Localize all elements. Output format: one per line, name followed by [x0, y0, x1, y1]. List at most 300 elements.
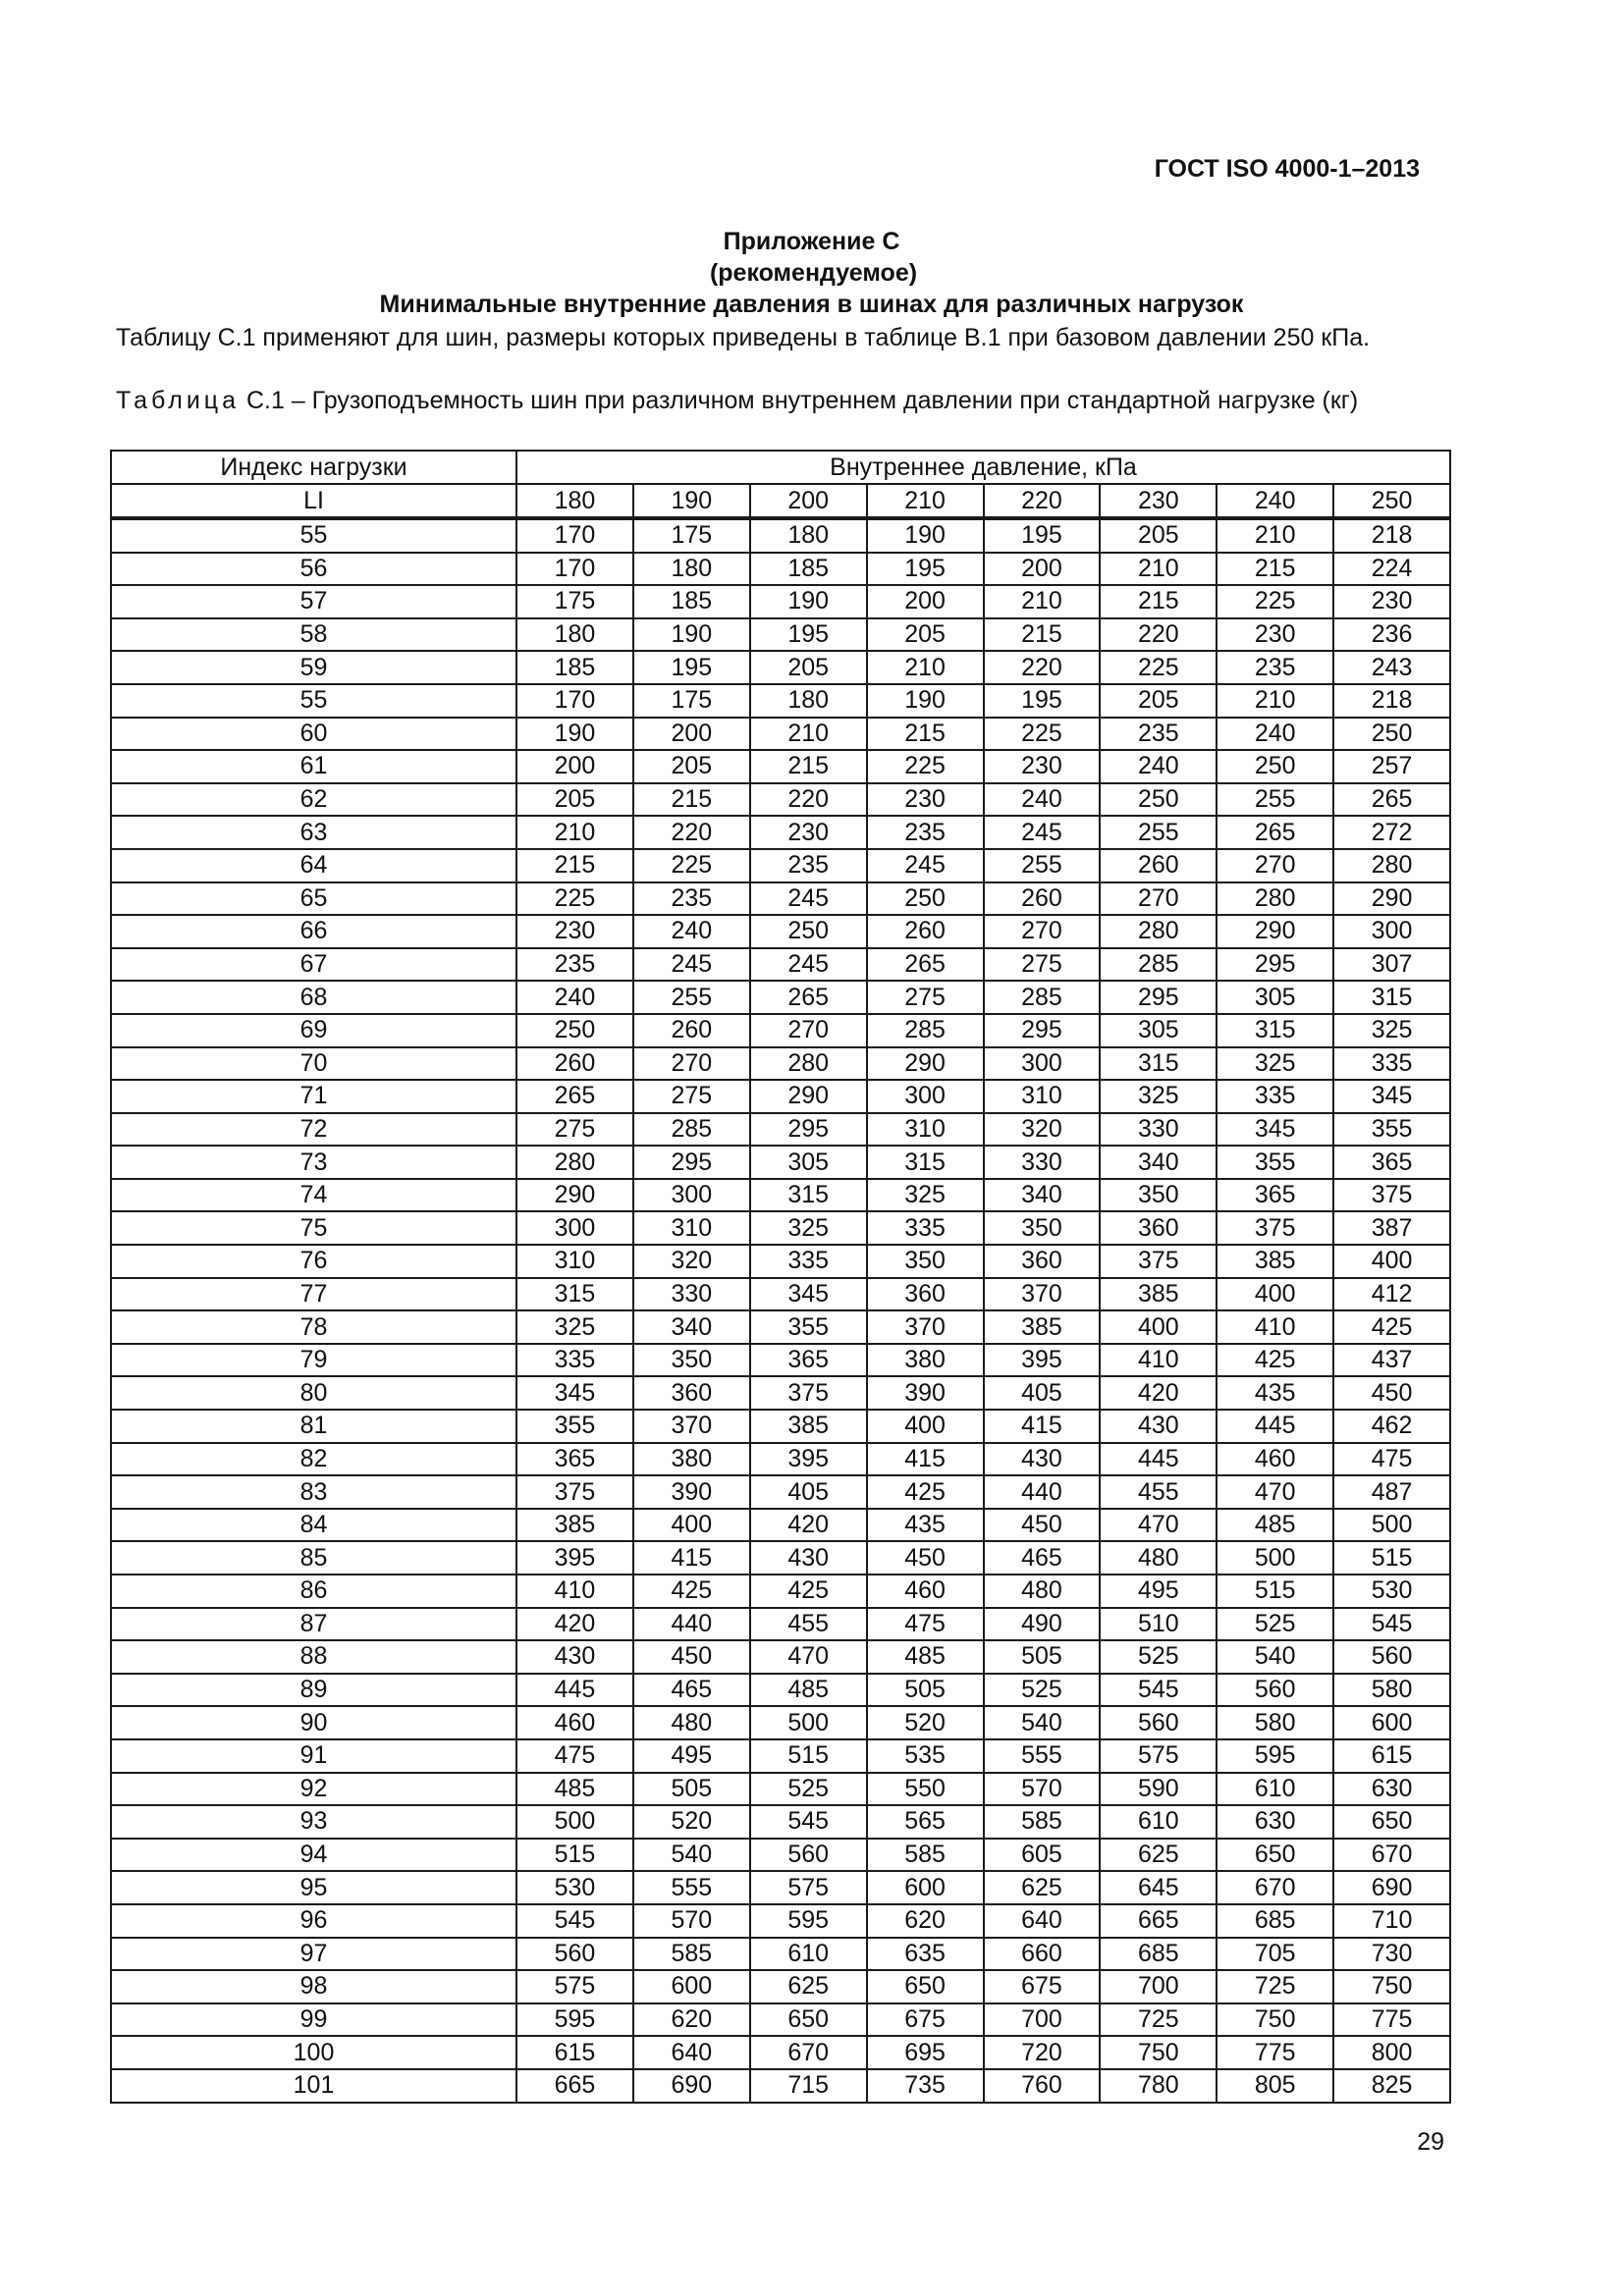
capacity-cell: 335 — [1217, 1080, 1333, 1113]
capacity-cell: 300 — [633, 1179, 750, 1212]
capacity-cell: 270 — [984, 915, 1101, 948]
table-row — [111, 1146, 1450, 1179]
table-row — [111, 1871, 1450, 1904]
load-index-cell: 63 — [111, 816, 516, 849]
load-index-cell: 95 — [111, 1871, 516, 1904]
capacity-cell: 665 — [1100, 1904, 1217, 1938]
table-row — [111, 684, 1450, 718]
capacity-cell: 350 — [867, 1245, 984, 1278]
capacity-cell: 525 — [1100, 1640, 1217, 1674]
table-row — [111, 1706, 1450, 1739]
capacity-cell: 220 — [984, 651, 1101, 684]
capacity-cell: 290 — [1217, 915, 1333, 948]
capacity-cell: 185 — [750, 553, 867, 586]
capacity-cell: 205 — [1100, 684, 1217, 718]
capacity-cell: 530 — [1333, 1575, 1450, 1608]
capacity-cell: 285 — [867, 1014, 984, 1047]
capacity-cell: 500 — [1333, 1509, 1450, 1542]
capacity-cell: 345 — [750, 1278, 867, 1311]
capacity-cell: 625 — [984, 1871, 1101, 1904]
capacity-cell: 315 — [750, 1179, 867, 1212]
capacity-cell: 270 — [1100, 882, 1217, 916]
capacity-cell: 375 — [1333, 1179, 1450, 1212]
capacity-cell: 335 — [516, 1344, 633, 1377]
capacity-cell: 295 — [1100, 981, 1217, 1014]
capacity-cell: 240 — [984, 783, 1101, 817]
capacity-cell: 295 — [984, 1014, 1101, 1047]
capacity-cell: 235 — [1217, 651, 1333, 684]
capacity-cell: 225 — [516, 882, 633, 916]
capacity-cell: 240 — [1100, 750, 1217, 783]
capacity-cell: 275 — [984, 948, 1101, 982]
capacity-cell: 600 — [867, 1871, 984, 1904]
document-id: ГОСТ ISO 4000-1–2013 — [1154, 155, 1420, 183]
table-row — [111, 1278, 1450, 1311]
capacity-cell: 520 — [633, 1805, 750, 1839]
capacity-cell: 525 — [750, 1773, 867, 1806]
capacity-cell: 640 — [984, 1904, 1101, 1938]
table-row — [111, 915, 1450, 948]
capacity-cell: 385 — [1100, 1278, 1217, 1311]
capacity-cell: 245 — [750, 882, 867, 916]
capacity-cell: 540 — [633, 1839, 750, 1872]
table-header-row — [111, 451, 1450, 484]
capacity-cell: 445 — [516, 1674, 633, 1707]
load-index-cell: 98 — [111, 1970, 516, 2003]
capacity-cell: 290 — [867, 1047, 984, 1081]
capacity-cell: 435 — [867, 1509, 984, 1542]
pressure-header: 220 — [984, 484, 1101, 518]
capacity-cell: 345 — [516, 1376, 633, 1410]
capacity-cell: 275 — [516, 1113, 633, 1147]
capacity-cell: 305 — [1217, 981, 1333, 1014]
capacity-cell: 195 — [867, 553, 984, 586]
capacity-cell: 265 — [750, 981, 867, 1014]
capacity-cell: 185 — [516, 651, 633, 684]
table-subheader-row — [111, 484, 1450, 518]
capacity-cell: 620 — [633, 2003, 750, 2037]
capacity-cell: 330 — [1100, 1113, 1217, 1147]
capacity-cell: 595 — [750, 1904, 867, 1938]
capacity-cell: 525 — [984, 1674, 1101, 1707]
capacity-cell: 218 — [1333, 684, 1450, 718]
capacity-cell: 610 — [1100, 1805, 1217, 1839]
capacity-cell: 385 — [1217, 1245, 1333, 1278]
page-number: 29 — [1417, 2128, 1444, 2156]
capacity-cell: 625 — [1100, 1839, 1217, 1872]
capacity-cell: 250 — [750, 915, 867, 948]
capacity-cell: 620 — [867, 1904, 984, 1938]
capacity-cell: 600 — [1333, 1706, 1450, 1739]
load-index-cell: 76 — [111, 1245, 516, 1278]
capacity-cell: 215 — [633, 783, 750, 817]
capacity-cell: 285 — [633, 1113, 750, 1147]
load-index-cell: 94 — [111, 1839, 516, 1872]
capacity-cell: 395 — [516, 1541, 633, 1575]
capacity-cell: 390 — [867, 1376, 984, 1410]
capacity-cell: 455 — [1100, 1475, 1217, 1509]
table-row — [111, 1344, 1450, 1377]
load-index-cell: 55 — [111, 684, 516, 718]
capacity-cell: 360 — [1100, 1211, 1217, 1245]
capacity-cell: 530 — [516, 1871, 633, 1904]
capacity-cell: 295 — [750, 1113, 867, 1147]
capacity-cell: 215 — [516, 849, 633, 882]
table-row — [111, 849, 1450, 882]
capacity-cell: 330 — [633, 1278, 750, 1311]
capacity-cell: 500 — [516, 1805, 633, 1839]
capacity-cell: 345 — [1217, 1113, 1333, 1147]
pressure-header: 210 — [867, 484, 984, 518]
capacity-cell: 250 — [1217, 750, 1333, 783]
table-row — [111, 1475, 1450, 1509]
appendix-subtitle: (рекомендуемое) — [709, 259, 918, 287]
capacity-cell: 555 — [633, 1871, 750, 1904]
load-index-cell: 97 — [111, 1938, 516, 1971]
table-row — [111, 1640, 1450, 1674]
capacity-cell: 585 — [867, 1839, 984, 1872]
capacity-cell: 515 — [1333, 1541, 1450, 1575]
capacity-cell: 170 — [516, 684, 633, 718]
capacity-cell: 200 — [984, 553, 1101, 586]
capacity-cell: 175 — [633, 684, 750, 718]
capacity-cell: 415 — [984, 1410, 1101, 1443]
capacity-cell: 272 — [1333, 816, 1450, 849]
capacity-cell: 280 — [1333, 849, 1450, 882]
load-index-cell: 100 — [111, 2036, 516, 2069]
capacity-cell: 560 — [1217, 1674, 1333, 1707]
capacity-cell: 450 — [867, 1541, 984, 1575]
table-row — [111, 1938, 1450, 1971]
capacity-cell: 695 — [867, 2036, 984, 2069]
capacity-cell: 460 — [867, 1575, 984, 1608]
capacity-cell: 720 — [984, 2036, 1101, 2069]
capacity-cell: 215 — [984, 618, 1101, 652]
capacity-cell: 585 — [633, 1938, 750, 1971]
capacity-cell: 280 — [1100, 915, 1217, 948]
capacity-cell: 420 — [750, 1509, 867, 1542]
capacity-cell: 355 — [750, 1310, 867, 1344]
capacity-cell: 190 — [867, 518, 984, 553]
capacity-cell: 775 — [1333, 2003, 1450, 2037]
capacity-cell: 505 — [633, 1773, 750, 1806]
capacity-cell: 470 — [750, 1640, 867, 1674]
capacity-cell: 310 — [867, 1113, 984, 1147]
capacity-cell: 250 — [1333, 718, 1450, 751]
capacity-cell: 315 — [867, 1146, 984, 1179]
capacity-cell: 675 — [984, 1970, 1101, 2003]
capacity-cell: 200 — [867, 585, 984, 618]
capacity-cell: 670 — [750, 2036, 867, 2069]
capacity-cell: 185 — [633, 585, 750, 618]
capacity-cell: 420 — [516, 1608, 633, 1641]
capacity-cell: 220 — [633, 816, 750, 849]
capacity-cell: 215 — [1217, 553, 1333, 586]
capacity-cell: 650 — [1217, 1839, 1333, 1872]
load-index-cell: 62 — [111, 783, 516, 817]
load-index-cell: 92 — [111, 1773, 516, 1806]
load-index-cell: 72 — [111, 1113, 516, 1147]
capacity-cell: 220 — [1100, 618, 1217, 652]
capacity-cell: 230 — [867, 783, 984, 817]
table-row — [111, 585, 1450, 618]
table-row — [111, 1541, 1450, 1575]
load-index-cell: 66 — [111, 915, 516, 948]
capacity-cell: 310 — [633, 1211, 750, 1245]
capacity-cell: 180 — [633, 553, 750, 586]
capacity-cell: 475 — [1333, 1443, 1450, 1476]
capacity-cell: 385 — [516, 1509, 633, 1542]
capacity-cell: 615 — [516, 2036, 633, 2069]
load-index-cell: 86 — [111, 1575, 516, 1608]
load-index-cell: 81 — [111, 1410, 516, 1443]
capacity-cell: 210 — [750, 718, 867, 751]
capacity-cell: 610 — [750, 1938, 867, 1971]
capacity-cell: 320 — [984, 1113, 1101, 1147]
load-index-cell: 99 — [111, 2003, 516, 2037]
capacity-cell: 325 — [1333, 1014, 1450, 1047]
capacity-cell: 320 — [633, 1245, 750, 1278]
capacity-cell: 410 — [1217, 1310, 1333, 1344]
capacity-cell: 665 — [516, 2069, 633, 2103]
capacity-cell: 400 — [1333, 1245, 1450, 1278]
capacity-cell: 195 — [984, 518, 1101, 553]
capacity-cell: 230 — [984, 750, 1101, 783]
capacity-cell: 370 — [867, 1310, 984, 1344]
capacity-cell: 560 — [750, 1839, 867, 1872]
capacity-cell: 480 — [984, 1575, 1101, 1608]
capacity-cell: 475 — [516, 1739, 633, 1773]
capacity-cell: 645 — [1100, 1871, 1217, 1904]
capacity-cell: 225 — [1217, 585, 1333, 618]
capacity-cell: 415 — [633, 1541, 750, 1575]
capacity-cell: 250 — [516, 1014, 633, 1047]
capacity-cell: 195 — [633, 651, 750, 684]
capacity-cell: 215 — [867, 718, 984, 751]
capacity-cell: 380 — [633, 1443, 750, 1476]
capacity-cell: 370 — [633, 1410, 750, 1443]
capacity-cell: 445 — [1100, 1443, 1217, 1476]
capacity-cell: 370 — [984, 1278, 1101, 1311]
capacity-cell: 825 — [1333, 2069, 1450, 2103]
table-body — [111, 518, 1450, 2103]
capacity-cell: 545 — [516, 1904, 633, 1938]
capacity-cell: 575 — [516, 1970, 633, 2003]
capacity-cell: 250 — [1100, 783, 1217, 817]
capacity-cell: 355 — [1333, 1113, 1450, 1147]
capacity-cell: 640 — [633, 2036, 750, 2069]
capacity-cell: 560 — [1100, 1706, 1217, 1739]
capacity-cell: 710 — [1333, 1904, 1450, 1938]
capacity-cell: 555 — [984, 1739, 1101, 1773]
capacity-cell: 300 — [516, 1211, 633, 1245]
table-row — [111, 1080, 1450, 1113]
capacity-cell: 430 — [1100, 1410, 1217, 1443]
capacity-cell: 800 — [1333, 2036, 1450, 2069]
capacity-cell: 475 — [867, 1608, 984, 1641]
capacity-cell: 575 — [750, 1871, 867, 1904]
capacity-cell: 375 — [750, 1376, 867, 1410]
table-row — [111, 518, 1450, 553]
capacity-cell: 270 — [750, 1014, 867, 1047]
capacity-cell: 455 — [750, 1608, 867, 1641]
capacity-cell: 245 — [984, 816, 1101, 849]
pressure-header: 200 — [750, 484, 867, 518]
load-index-cell: 78 — [111, 1310, 516, 1344]
capacity-cell: 180 — [516, 618, 633, 652]
capacity-cell: 255 — [984, 849, 1101, 882]
load-index-cell: 69 — [111, 1014, 516, 1047]
capacity-cell: 170 — [516, 518, 633, 553]
capacity-cell: 340 — [984, 1179, 1101, 1212]
capacity-cell: 300 — [867, 1080, 984, 1113]
capacity-cell: 415 — [867, 1443, 984, 1476]
load-index-cell: 73 — [111, 1146, 516, 1179]
table-row — [111, 948, 1450, 982]
capacity-cell: 355 — [516, 1410, 633, 1443]
capacity-cell: 395 — [750, 1443, 867, 1476]
load-index-cell: 84 — [111, 1509, 516, 1542]
capacity-cell: 495 — [633, 1739, 750, 1773]
capacity-cell: 450 — [1333, 1376, 1450, 1410]
capacity-cell: 565 — [867, 1805, 984, 1839]
table-row — [111, 783, 1450, 817]
capacity-cell: 430 — [750, 1541, 867, 1575]
load-index-cell: 83 — [111, 1475, 516, 1509]
capacity-cell: 310 — [984, 1080, 1101, 1113]
capacity-cell: 218 — [1333, 518, 1450, 553]
capacity-cell: 450 — [984, 1509, 1101, 1542]
capacity-cell: 480 — [1100, 1541, 1217, 1575]
capacity-cell: 730 — [1333, 1938, 1450, 1971]
table-row — [111, 1839, 1450, 1872]
capacity-cell: 425 — [633, 1575, 750, 1608]
capacity-cell: 412 — [1333, 1278, 1450, 1311]
capacity-cell: 205 — [750, 651, 867, 684]
capacity-cell: 410 — [1100, 1344, 1217, 1377]
capacity-cell: 437 — [1333, 1344, 1450, 1377]
capacity-cell: 690 — [633, 2069, 750, 2103]
table-row — [111, 1773, 1450, 1806]
table-row — [111, 1970, 1450, 2003]
capacity-cell: 685 — [1217, 1904, 1333, 1938]
table-row — [111, 750, 1450, 783]
table-row — [111, 1805, 1450, 1839]
capacity-cell: 280 — [1217, 882, 1333, 916]
load-index-cell: 71 — [111, 1080, 516, 1113]
capacity-cell: 400 — [1100, 1310, 1217, 1344]
capacity-cell: 515 — [750, 1739, 867, 1773]
load-index-cell: 59 — [111, 651, 516, 684]
table-row — [111, 651, 1450, 684]
capacity-cell: 315 — [1333, 981, 1450, 1014]
capacity-cell: 470 — [1217, 1475, 1333, 1509]
load-index-cell: 61 — [111, 750, 516, 783]
capacity-cell: 210 — [867, 651, 984, 684]
capacity-cell: 430 — [516, 1640, 633, 1674]
capacity-cell: 395 — [984, 1344, 1101, 1377]
capacity-cell: 305 — [750, 1146, 867, 1179]
capacity-cell: 225 — [867, 750, 984, 783]
capacity-cell: 750 — [1100, 2036, 1217, 2069]
capacity-cell: 215 — [1100, 585, 1217, 618]
table-row — [111, 1376, 1450, 1410]
capacity-cell: 535 — [867, 1739, 984, 1773]
table-row — [111, 1113, 1450, 1147]
capacity-cell: 205 — [516, 783, 633, 817]
capacity-cell: 385 — [984, 1310, 1101, 1344]
capacity-cell: 300 — [1333, 915, 1450, 948]
capacity-cell: 190 — [633, 618, 750, 652]
capacity-cell: 260 — [1100, 849, 1217, 882]
capacity-cell: 235 — [750, 849, 867, 882]
capacity-cell: 580 — [1333, 1674, 1450, 1707]
capacity-cell: 465 — [984, 1541, 1101, 1575]
load-index-subheader: LI — [111, 484, 516, 518]
capacity-cell: 485 — [867, 1640, 984, 1674]
capacity-cell: 510 — [1100, 1608, 1217, 1641]
capacity-cell: 495 — [1100, 1575, 1217, 1608]
load-index-cell: 70 — [111, 1047, 516, 1081]
table-row — [111, 1245, 1450, 1278]
capacity-cell: 335 — [867, 1211, 984, 1245]
capacity-cell: 170 — [516, 553, 633, 586]
capacity-cell: 225 — [984, 718, 1101, 751]
capacity-cell: 440 — [633, 1608, 750, 1641]
capacity-cell: 410 — [516, 1575, 633, 1608]
capacity-cell: 470 — [1100, 1509, 1217, 1542]
capacity-cell: 360 — [633, 1376, 750, 1410]
capacity-cell: 270 — [633, 1047, 750, 1081]
capacity-cell: 685 — [1100, 1938, 1217, 1971]
capacity-cell: 540 — [1217, 1640, 1333, 1674]
table-row — [111, 1179, 1450, 1212]
capacity-cell: 630 — [1333, 1773, 1450, 1806]
capacity-cell: 245 — [633, 948, 750, 982]
capacity-cell: 400 — [867, 1410, 984, 1443]
load-index-cell: 101 — [111, 2069, 516, 2103]
capacity-cell: 595 — [516, 2003, 633, 2037]
capacity-cell: 325 — [1100, 1080, 1217, 1113]
load-index-cell: 93 — [111, 1805, 516, 1839]
capacity-cell: 230 — [1333, 585, 1450, 618]
table-row — [111, 2069, 1450, 2103]
capacity-cell: 385 — [750, 1410, 867, 1443]
load-index-cell: 57 — [111, 585, 516, 618]
capacity-cell: 190 — [867, 684, 984, 718]
capacity-cell: 230 — [1217, 618, 1333, 652]
capacity-cell: 310 — [516, 1245, 633, 1278]
capacity-cell: 487 — [1333, 1475, 1450, 1509]
capacity-cell: 670 — [1217, 1871, 1333, 1904]
capacity-cell: 465 — [633, 1674, 750, 1707]
capacity-cell: 570 — [984, 1773, 1101, 1806]
capacity-cell: 545 — [750, 1805, 867, 1839]
table-row — [111, 2036, 1450, 2069]
capacity-cell: 462 — [1333, 1410, 1450, 1443]
capacity-cell: 240 — [516, 981, 633, 1014]
load-index-cell: 56 — [111, 553, 516, 586]
capacity-cell: 380 — [867, 1344, 984, 1377]
capacity-cell: 480 — [633, 1706, 750, 1739]
capacity-cell: 405 — [750, 1475, 867, 1509]
capacity-cell: 200 — [633, 718, 750, 751]
table-row — [111, 1047, 1450, 1081]
load-index-cell: 88 — [111, 1640, 516, 1674]
capacity-cell: 435 — [1217, 1376, 1333, 1410]
table-row — [111, 1739, 1450, 1773]
table-caption — [116, 385, 1451, 417]
